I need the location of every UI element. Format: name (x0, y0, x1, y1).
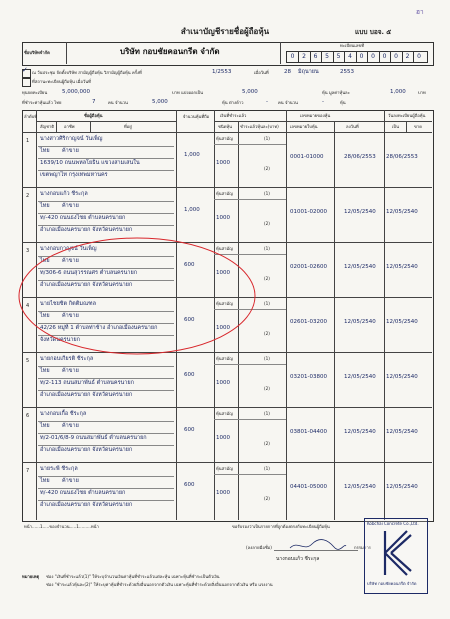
capital-value: 5,000,000 (62, 89, 90, 95)
reg-digit: 5 (322, 52, 334, 62)
row-mark-1: (1) (264, 246, 270, 251)
reg-digit: 2 (402, 52, 414, 62)
row-share-type: หุ้นสามัญ (216, 246, 233, 251)
row-shares: 600 (184, 372, 195, 378)
check-mark-icon: ✓ (22, 66, 28, 74)
paid-line (22, 99, 432, 107)
row-mark-2: (2) (264, 166, 270, 171)
row-mark-1: (1) (264, 136, 270, 141)
row-paid: 1000 (216, 270, 230, 276)
row-paid: 1000 (216, 435, 230, 441)
reg-digit: 5 (333, 52, 345, 62)
row-no: 1 (26, 138, 30, 144)
row-name: นายไชยชิต กิตติมณฑล (40, 301, 96, 307)
row-address-2: จังหวัดนครนายก (40, 337, 80, 343)
row-regdate: 12/05/2540 (344, 429, 376, 435)
reg-digit: 0 (287, 52, 299, 62)
row-date-in: 12/05/2540 (386, 319, 418, 325)
header-date-out: ขาด (414, 124, 422, 129)
capital-label: ทุนจดทะเบียน (22, 90, 48, 95)
row-mark-2: (2) (264, 221, 270, 226)
row-share-type: หุ้นสามัญ (216, 191, 233, 196)
row-name: นายระพี ชีระกุล (40, 466, 78, 472)
stamp-name-en: Kobchai Concrete Co.,Ltd. (367, 521, 419, 526)
reg-digit: 4 (345, 52, 357, 62)
row-address-1: ท/306-6 ถนนสุวรรณศร ตำบลนครนายก (40, 270, 138, 276)
row-date-in: 12/05/2540 (386, 429, 418, 435)
row-occupation: ค้าขาย (62, 313, 79, 319)
note-1: ช่อง "เงินที่ชำระแล้ว(1)" ให้ระบุจำนวนเงินค่าหุ้นที่ชำระแล้วแต่ละหุ้น เฉพาะหุ้นที่ชำระเป็นตัวเงิน (46, 574, 220, 579)
foreign-label: หุ้น ต่างด้าว (222, 100, 244, 105)
reg-digit: 2 (299, 52, 311, 62)
row-nationality: ไทย (40, 478, 50, 484)
row-regdate: 12/05/2540 (344, 209, 376, 215)
reg-number-box (286, 51, 428, 63)
row-nationality: ไทย (40, 423, 50, 429)
paid-count: 5,000 (152, 99, 168, 105)
red-circle-annotation (10, 220, 272, 370)
corner-note: ฮา (416, 8, 424, 16)
capital-shares: 5,000 (242, 89, 258, 95)
row-nationality: ไทย (40, 368, 50, 374)
row-mark-1: (1) (264, 191, 270, 196)
row-regdate: 12/05/2540 (344, 484, 376, 490)
header-date-in: เป็น (392, 124, 399, 129)
row-address-2: อำเภอเมืองนครนายก จังหวัดนครนายก (40, 392, 133, 398)
header-shares: จำนวนหุ้นที่ถือ (182, 114, 210, 119)
row-share-type: หุ้นสามัญ (216, 466, 233, 471)
row-paid: 1000 (216, 160, 230, 166)
changes-label: ที่สถานะทะเบียนผู้ถือหุ้น เมื่อวันที่ (32, 79, 91, 84)
row-certno: 04401-05000 (290, 484, 327, 490)
row-paid: 1000 (216, 380, 230, 386)
meeting-year: 2553 (340, 69, 354, 75)
row-shares: 600 (184, 262, 195, 268)
capital-split-label: บาท แบ่งออกเป็น (172, 90, 204, 95)
row-mark-1: (1) (264, 466, 270, 471)
row-no: 4 (26, 303, 30, 309)
row-date-in: 12/05/2540 (386, 374, 418, 380)
row-address-1: ท/-420 ถนนธงไชย ตำบลนครนายก (40, 490, 126, 496)
reg-label: ทะเบียนเลขที่ (340, 43, 365, 48)
row-nationality: ไทย (40, 148, 50, 154)
row-date-in: 12/05/2540 (386, 484, 418, 490)
row-address-2: อำเภอเมืองนครนายก จังหวัดนครนายก (40, 502, 133, 508)
header-share-type: ชนิดหุ้น (218, 124, 233, 129)
row-regdate: 28/06/2553 (344, 154, 376, 160)
header-paid: เงินที่ชำระแล้ว (220, 113, 247, 118)
row-mark-2: (2) (264, 441, 270, 446)
page-count: หน้า......1.....ของจำนวน.....1.........หน้า (24, 524, 99, 529)
header-certno: เลขหมายของหุ้น (300, 113, 331, 118)
row-share-type: หุ้นสามัญ (216, 136, 233, 141)
row-address-1: 42/26 หมู่ที่ 1 ตำบลท่าช้าง อำเภอเมืองนครนายก (40, 325, 158, 331)
par-label: หุ้น มูลค่าหุ้นละ (322, 90, 350, 95)
row-name: นายกอบเกียรติ ชีระกุล (40, 356, 94, 362)
row-share-type: หุ้นสามัญ (216, 301, 233, 306)
row-certno: 03801-04400 (290, 429, 327, 435)
row-mark-2: (2) (264, 276, 270, 281)
row-occupation: ค้าขาย (62, 148, 79, 154)
row-certno: 0001-01000 (290, 154, 324, 160)
meeting-number: 1/2553 (212, 69, 232, 75)
form-code: แบบ บอจ. ๕ (355, 28, 392, 36)
row-name: นางกอบเกื้อ ชีระกุล (40, 411, 87, 417)
baht-label: บาท (418, 90, 426, 95)
foreign-holders: - (266, 99, 268, 105)
row-name: นางสาวศิริกาญจน์ วันเพ็ญ (40, 136, 103, 142)
header-occupation: อาชีพ (64, 124, 75, 129)
row-occupation: ค้าขาย (62, 203, 79, 209)
shares-unit-label: หุ้น (340, 100, 346, 105)
row-mark-2: (2) (264, 331, 270, 336)
row-address-2: อำเภอเมืองนครนายก จังหวัดนครนายก (40, 282, 133, 288)
foreign-count: - (322, 99, 324, 105)
header-datebox: วันลงทะเบียนผู้ถือหุ้น (388, 113, 426, 118)
reg-digit: 0 (368, 52, 380, 62)
row-regdate: 12/05/2540 (344, 374, 376, 380)
row-certno: 03201-03800 (290, 374, 327, 380)
row-occupation: ค้าขาย (62, 478, 79, 484)
meeting-month: มิถุนายน (298, 69, 319, 75)
row-paid: 1000 (216, 215, 230, 221)
row-no: 7 (26, 468, 30, 474)
company-stamp (364, 518, 428, 594)
row-address-1: ท/2-113 ถนนสมาพันธ์ ตำบลนครนายก (40, 380, 134, 386)
note-2: ช่อง "ชำระแล้วหุ้นละ(2)" ให้ระบุค่าหุ้นที่ชำระด้วยสิ่งอื่นนอกจากตัวเงิน เฉพาะหุ้นที่ชำระด้วยสิ่งอื่นนอกจากตัวเงิน หรือ แรงงาน (46, 582, 273, 587)
row-date-in: 12/05/2540 (386, 264, 418, 270)
row-name: นางกอบกาญจน์ วันเพ็ญ (40, 246, 97, 252)
row-date-in: 12/05/2540 (386, 209, 418, 215)
row-regdate: 12/05/2540 (344, 264, 376, 270)
row-mark-2: (2) (264, 386, 270, 391)
row-address-2: เขตพญาไท กรุงเทพมหานคร (40, 172, 108, 178)
row-mark-2: (2) (264, 496, 270, 501)
row-shares: 1,000 (184, 152, 200, 158)
row-shares: 600 (184, 427, 195, 433)
note-label: หมายเหตุ (22, 574, 40, 579)
signature-image (288, 538, 348, 552)
row-address-1: 1639/10 ถนนพหลโยธิน แขวงสามเสนใน (40, 160, 140, 166)
thai-holders: 7 (92, 99, 96, 105)
company-name: บริษัท กอบชัยคอนกรีต จำกัด (120, 47, 220, 56)
row-occupation: ค้าขาย (62, 258, 79, 264)
row-nationality: ไทย (40, 203, 50, 209)
header-paid-per: ชำระแล้วหุ้นละ(บาท) (240, 124, 279, 129)
paid-label: ที่ชำระค่าหุ้นแล้ว ไทย (22, 100, 62, 105)
row-paid: 1000 (216, 490, 230, 496)
header-cert: เลขหมายใบหุ้น (290, 124, 318, 129)
row-nationality: ไทย (40, 258, 50, 264)
row-share-type: หุ้นสามัญ (216, 411, 233, 416)
row-occupation: ค้าขาย (62, 423, 79, 429)
row-mark-1: (1) (264, 411, 270, 416)
sign-role: (ลงลายมือชื่อ) (246, 545, 272, 550)
header-address: ที่อยู่ (124, 124, 132, 129)
row-share-type: หุ้นสามัญ (216, 356, 233, 361)
row-no: 2 (26, 193, 30, 199)
company-label: ชื่อบริษัทจำกัด (24, 50, 50, 55)
header-no: ลำดับที่ (24, 114, 38, 119)
stamp-name-th: บริษัท กอบชัยคอนกรีต จำกัด (367, 581, 417, 586)
row-certno: 01001-02000 (290, 209, 327, 215)
meeting-date-label: เมื่อวันที่ (254, 70, 269, 75)
reg-digit: 0 (356, 52, 368, 62)
sign-title: กรรมการ (354, 545, 371, 550)
foreign-count-label: คน จำนวน (278, 100, 298, 105)
row-certno: 02001-02600 (290, 264, 327, 270)
paid-count-label: คน จำนวน (108, 100, 128, 105)
header-nationality: สัญชาติ (40, 124, 55, 129)
row-shares: 600 (184, 482, 195, 488)
row-address-2: อำเภอเมืองนครนายก จังหวัดนครนายก (40, 447, 133, 453)
row-address-2: อำเภอเมืองนครนายก จังหวัดนครนายก (40, 227, 133, 233)
sign-name: นางกอบแก้ว ชีระกุล (276, 556, 320, 562)
row-paid: 1000 (216, 325, 230, 331)
row-shares: 600 (184, 317, 195, 323)
header-holder: ชื่อผู้ถือหุ้น (84, 113, 103, 118)
reg-digit: 0 (379, 52, 391, 62)
meeting-day: 28 (284, 69, 291, 75)
par-value: 1,000 (390, 89, 406, 95)
row-address-1: ท/-420 ถนนธงไชย ตำบลนครนายก (40, 215, 126, 221)
row-regdate: 12/05/2540 (344, 319, 376, 325)
row-nationality: ไทย (40, 313, 50, 319)
changes-checkbox (22, 78, 31, 87)
row-certno: 02601-03200 (290, 319, 327, 325)
row-occupation: ค้าขาย (62, 368, 79, 374)
document-title: สำเนาบัญชีรายชื่อผู้ถือหุ้น (180, 27, 270, 36)
row-no: 6 (26, 413, 30, 419)
row-mark-1: (1) (264, 301, 270, 306)
row-no: 3 (26, 248, 30, 254)
row-name: นางกอบแก้ว ชีระกุล (40, 191, 88, 197)
capital-line (22, 89, 432, 97)
row-address-1: ท/2-01/6/8-9 ถนนสมาพันธ์ ตำบลนครนายก (40, 435, 147, 441)
meeting-options: ณ วันประชุม จัดตั้งบริษัท สามัญผู้ถือหุ้น วิสามัญผู้ถือหุ้น ครั้งที่ (32, 70, 142, 75)
row-date-in: 28/06/2553 (386, 154, 418, 160)
row-shares: 1,000 (184, 207, 200, 213)
reg-digit: 0 (417, 53, 421, 60)
header-regdate: ลงวันที่ (346, 124, 359, 129)
certify-text: ขอรับรองว่าเป็นรายการที่ถูกต้องตรงกับทะเบียนผู้ถือหุ้น (232, 524, 330, 529)
row-no: 5 (26, 358, 30, 364)
company-logo-icon (379, 529, 413, 577)
row-mark-1: (1) (264, 356, 270, 361)
reg-digit: 0 (391, 52, 403, 62)
reg-digit: 6 (310, 52, 322, 62)
